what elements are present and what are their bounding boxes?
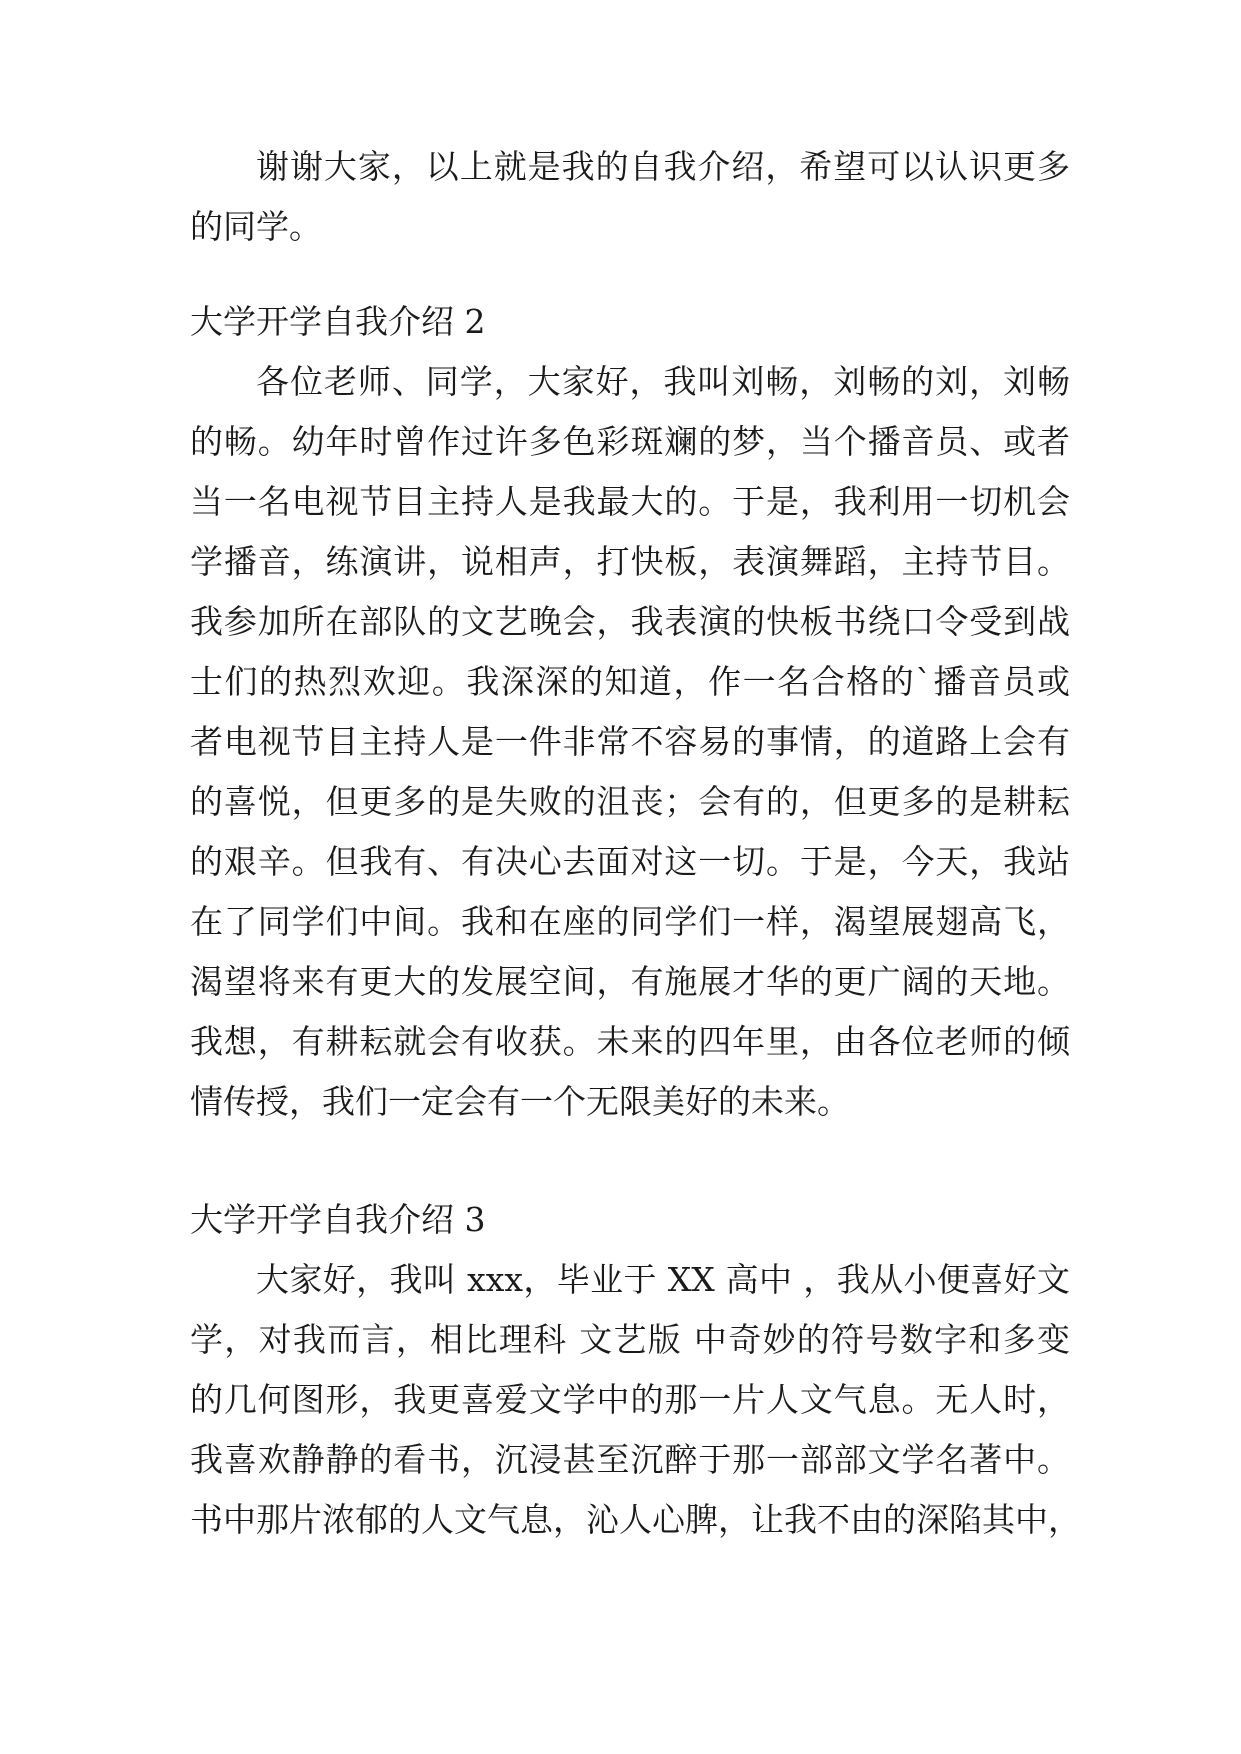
paragraph-line: 学，对我而言，相比理科 文艺版 中奇妙的符号数字和多变 [190, 1320, 1070, 1359]
paragraph-line: 的畅。幼年时曾作过许多色彩斑斓的梦，当个播音员、或者 [190, 422, 1070, 461]
section-heading: 大学开学自我介绍 2 [190, 302, 486, 341]
section-3 [190, 1190, 1081, 1550]
paragraph-line: 我喜欢静静的看书，沉浸甚至沉醉于那一部部文学名著中。 [190, 1440, 1070, 1479]
paragraph-line: 的几何图形，我更喜爱文学中的那一片人文气息。无人时， [190, 1380, 1070, 1419]
paragraph-line: 学播音，练演讲，说相声，打快板，表演舞蹈，主持节目。 [190, 542, 1070, 581]
paragraph-line: 大家好，我叫 xxx，毕业于 XX 高中 ，我从小便喜好文 [256, 1260, 1070, 1299]
paragraph-line: 在了同学们中间。我和在座的同学们一样，渴望展翅高飞， [190, 902, 1070, 941]
paragraph-line: 书中那片浓郁的人文气息，沁人心脾，让我不由的深陷其中， [190, 1500, 1081, 1539]
paragraph-line: 的喜悦，但更多的是失败的沮丧；会有的，但更多的是耕耘 [190, 782, 1070, 821]
paragraph-line: 情传授，我们一定会有一个无限美好的未来。 [190, 1082, 850, 1121]
paragraph-line: 谢谢大家，以上就是我的自我介绍，希望可以认识更多 [256, 147, 1070, 186]
section-2-paragraph [190, 352, 1070, 1132]
section-2 [190, 292, 1070, 1132]
paragraph-line: 渴望将来有更大的发展空间，有施展才华的更广阔的天地。 [190, 962, 1070, 1001]
paragraph-line: 当一名电视节目主持人是我最大的。于是，我利用一切机会 [190, 482, 1070, 521]
intro-closing-paragraph [190, 137, 1070, 257]
paragraph-line: 各位老师、同学，大家好，我叫刘畅，刘畅的刘，刘畅 [256, 362, 1070, 401]
paragraph-line: 我想，有耕耘就会有收获。未来的四年里，由各位老师的倾 [190, 1022, 1070, 1061]
paragraph-line: 我参加所在部队的文艺晚会，我表演的快板书绕口令受到战 [190, 602, 1070, 641]
section-3-paragraph [190, 1250, 1081, 1550]
paragraph-line: 的同学。 [190, 207, 322, 246]
paragraph-line: 士们的热烈欢迎。我深深的知道，作一名合格的`播音员或 [190, 662, 1070, 701]
section-heading: 大学开学自我介绍 3 [190, 1200, 486, 1239]
paragraph-line: 者电视节目主持人是一件非常不容易的事情，的道路上会有 [190, 722, 1070, 761]
paragraph-line: 的艰辛。但我有、有决心去面对这一切。于是，今天，我站 [190, 842, 1070, 881]
